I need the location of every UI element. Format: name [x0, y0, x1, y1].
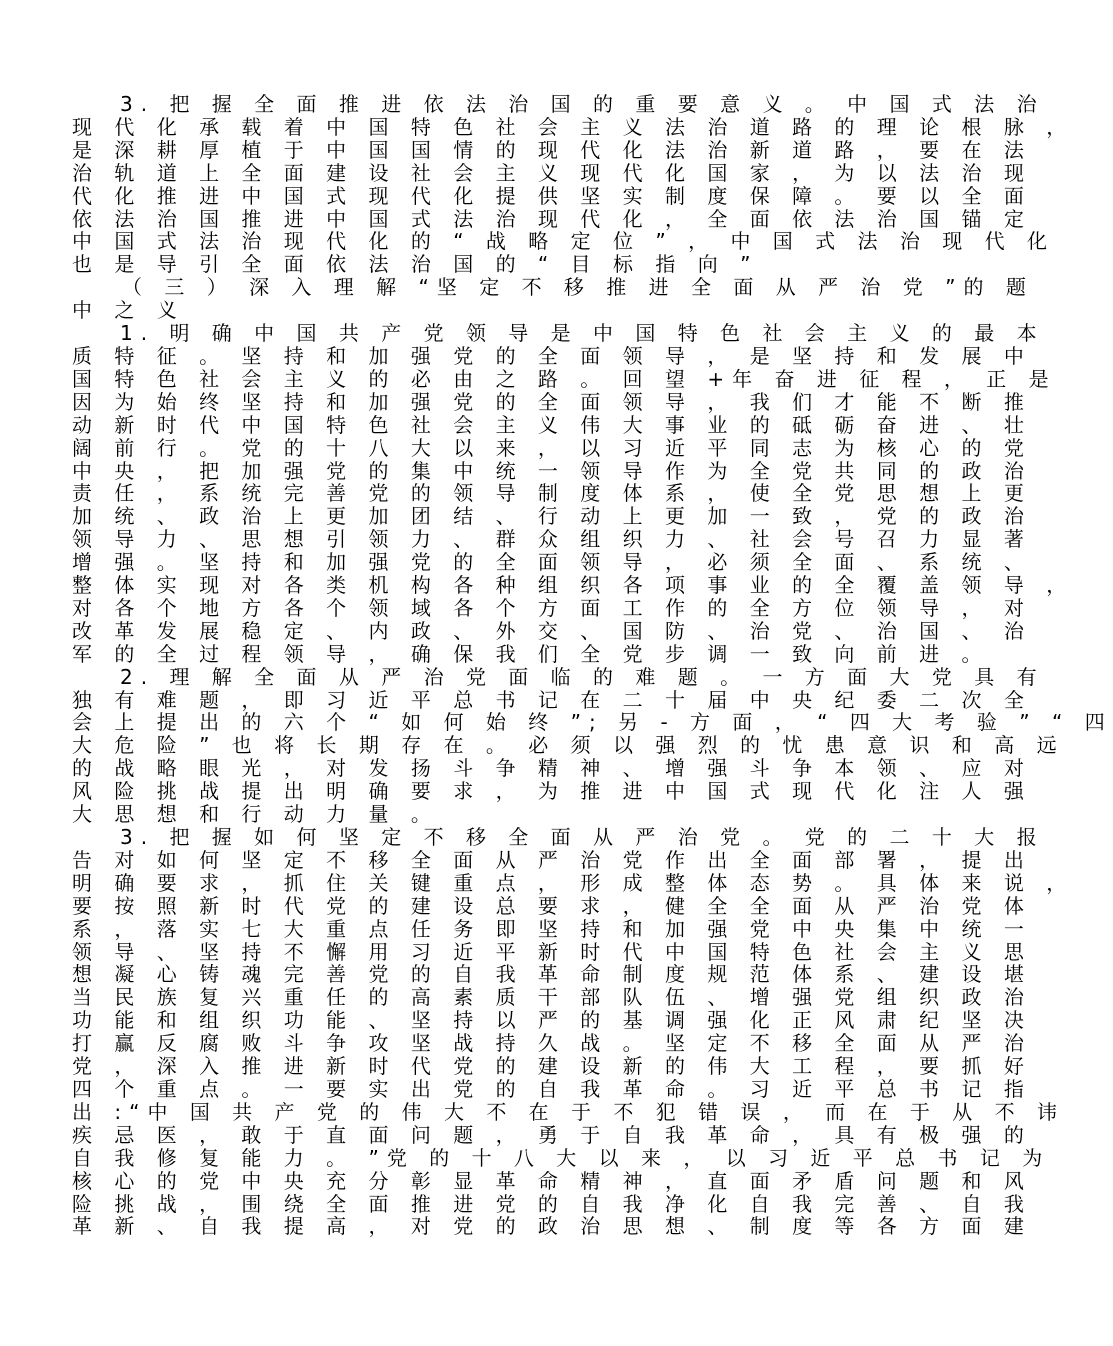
text-line: 2. 理 解 全 面 从 严 治 党 面 临 的 难 题 。 一 方 面 大 党 具 有	[120, 664, 1045, 689]
text-line: 出 :“中 国 共 产 党 的 伟 大 不 在 于 不 犯 错 误 ， 而 在 于 从 不 讳	[72, 1099, 1065, 1124]
text-line: 四 个 重 点 。 一 要 实 出 党 的 自 我 革 命 。 习 近 平 总 书 记 指	[72, 1076, 1032, 1101]
text-line: 党 ， 深 入 推 进 新 时 代 党 的 建 设 新 的 伟 大 工 程 ， 要 抓 好	[72, 1054, 1032, 1079]
document-body	[72, 92, 1113, 1239]
text-line: 3. 把 握 如 何 坚 定 不 移 全 面 从 严 治 党 。 党 的 二 十 大 报	[120, 825, 1045, 849]
text-line: 功 能 和 组 织 功 能 、 坚 持 以 严 的 基 调 强 化 正 风 肃 纪 坚 决	[72, 1008, 1032, 1033]
text-line: 军 的 全 过 程 领 导 ， 确 保 我 们 全 党 步 调 一 致 向 前 进 。	[72, 641, 990, 666]
text-line: 独 有 难 题 ， 即 习 近 平 总 书 记 在 二 十 届 中 央 纪 委 二 次 全	[72, 687, 1032, 712]
text-line: 阔 前 行 。 党 的 十 八 大 以 来 ， 以 习 近 平 同 志 为 核 心 的 党	[72, 435, 1032, 460]
text-line: 质 特 征 。 坚 持 和 加 强 党 的 全 面 领 导 ， 是 坚 持 和 发 展 中	[72, 343, 1032, 368]
text-line: 要 按 照 新 时 代 党 的 建 设 总 要 求 ， 健 全 全 面 从 严 治 党 体	[72, 893, 1032, 918]
text-line: 改 革 发 展 稳 定 、 内 政 、 外 交 、 国 防 、 治 党 、 治 国 、 治	[72, 618, 1032, 643]
text-line: 大 思 想 和 行 动 力 量 。	[72, 802, 439, 827]
text-line: 明 确 要 求 ， 抓 住 关 键 重 点 ， 形 成 整 体 态 势 。 具 体 来 说 ，	[72, 870, 1075, 895]
section-heading: 中 之 义	[72, 298, 185, 323]
text-line: 领 导 力 、 思 想 引 领 力 、 群 众 组 织 力 、 社 会 号 召 力 显 著	[72, 527, 1032, 552]
text-line: 的 战 略 眼 光 ， 对 发 扬 斗 争 精 神 、 增 强 斗 争 本 领 、 应 对	[72, 756, 1032, 781]
text-line: 增 强 。 坚 持 和 加 强 党 的 全 面 领 导 ， 必 须 全 面 、 系 统 、	[72, 550, 1032, 575]
text-line: 中 央 ， 把 加 强 党 的 集 中 统 一 领 导 作 为 全 党 共 同 的 政 治	[72, 458, 1032, 483]
text-line: 整 体 实 现 对 各 类 机 构 各 种 组 织 各 项 事 业 的 全 覆 盖 领 导 ，	[72, 573, 1075, 598]
text-line: 1. 明 确 中 国 共 产 党 领 导 是 中 国 特 色 社 会 主 义 的 最 本	[120, 321, 1045, 346]
text-line: 国 特 色 社 会 主 义 的 必 由 之 路 。 回 望 +年 奋 进 征 程 ， 正 是	[72, 366, 1057, 391]
text-line: 现 代 化 承 载 着 中 国 特 色 社 会 主 义 法 治 道 路 的 理 论 根 脉 ，	[72, 114, 1075, 139]
text-line: 当 民 族 复 兴 重 任 的 高 素 质 干 部 队 伍 、 增 强 党 组 织 政 治	[72, 985, 1032, 1010]
text-line: 险 挑 战 ， 围 绕 全 面 推 进 党 的 自 我 净 化 自 我 完 善 、 自 我	[72, 1191, 1032, 1216]
text-line: 是 深 耕 厚 植 于 中 国 国 情 的 现 代 化 法 治 新 道 路 ， 要 在 法	[72, 137, 1032, 162]
text-line: 3. 把 握 全 面 推 进 依 法 治 国 的 重 要 意 义 。 中 国 式 法 治	[120, 92, 1045, 116]
text-line: 动 新 时 代 中 国 特 色 社 会 主 义 伟 大 事 业 的 砥 砺 奋 进 、 壮	[72, 412, 1032, 437]
text-line: 会 上 提 出 的 六 个 “ 如 何 始 终 ”; 另 - 方 面 ， “ 四 大 考 验 ” “ 四	[72, 710, 1113, 735]
text-line: 想 凝 心 铸 魂 完 善 党 的 自 我 革 命 制 度 规 范 体 系 、 建 设 堪	[72, 962, 1032, 987]
section-heading: （ 三 ） 深 入 理 解 “坚 定 不 移 推 进 全 面 从 严 治 党 ”的 题	[122, 275, 1034, 300]
text-line: 告 对 如 何 坚 定 不 移 全 面 从 严 治 党 作 出 全 面 部 署 ， 提 出	[72, 847, 1032, 872]
text-line: 自 我 修 复 能 力 。 ”党 的 十 八 大 以 来 ， 以 习 近 平 总 书 记 为	[72, 1145, 1051, 1170]
text-line: 治 轨 道 上 全 面 建 设 社 会 主 义 现 代 化 国 家 ， 为 以 法 治 现	[72, 160, 1032, 185]
text-line: 风 险 挑 战 提 出 明 确 要 求 ， 为 推 进 中 国 式 现 代 化 注 人 强	[72, 779, 1032, 804]
text-line: 也 是 导 引 全 面 依 法 治 国 的 “ 目 标 指 向 ”	[72, 252, 759, 277]
text-line: 革 新 、 自 我 提 高 ， 对 党 的 政 治 思 想 、 制 度 等 各 方 面 建	[72, 1214, 1032, 1239]
text-line: 责 任 ， 系 统 完 善 党 的 领 导 制 度 体 系 ， 使 全 党 思 想 上 更	[72, 481, 1032, 506]
text-line: 加 统 、 政 治 上 更 加 团 结 、 行 动 上 更 加 一 致 ， 党 的 政 治	[72, 504, 1032, 529]
text-line: 领 导 、 坚 持 不 懈 用 习 近 平 新 时 代 中 国 特 色 社 会 主 义 思	[72, 939, 1032, 964]
text-line: 因 为 始 终 坚 持 和 加 强 党 的 全 面 领 导 ， 我 们 才 能 不 断 推	[72, 389, 1032, 414]
text-line: 对 各 个 地 方 各 个 领 域 各 个 方 面 工 作 的 全 方 位 领 导 ， 对	[72, 595, 1032, 620]
text-line: 大 危 险 ” 也 将 长 期 存 在 。 必 须 以 强 烈 的 忧 患 意 识 和 高 远	[72, 733, 1065, 758]
text-line: 依 法 治 国 推 进 中 国 式 法 治 现 代 化 ， 全 面 依 法 治 国 锚 定	[72, 206, 1032, 231]
text-line: 系 ， 落 实 七 大 重 点 任 务 即 坚 持 和 加 强 党 中 央 集 中 统 一	[72, 916, 1032, 941]
text-line: 疾 忌 医 ， 敢 于 直 面 问 题 ， 勇 于 自 我 革 命 ， 具 有 极 强 的	[72, 1122, 1032, 1147]
text-line: 核 心 的 党 中 央 充 分 彰 显 革 命 精 神 ， 直 面 矛 盾 问 题 和 风	[72, 1168, 1032, 1193]
text-line: 打 赢 反 腐 败 斗 争 攻 坚 战 持 久 战 。 坚 定 不 移 全 面 从 严 治	[72, 1031, 1032, 1056]
text-line: 代 化 推 进 中 国 式 现 代 化 提 供 坚 实 制 度 保 障 。 要 以 全 面	[72, 183, 1032, 208]
text-line: 中 国 式 法 治 现 代 化 的 “ 战 略 定 位 ” ， 中 国 式 法 治 现 代 化	[72, 229, 1055, 254]
